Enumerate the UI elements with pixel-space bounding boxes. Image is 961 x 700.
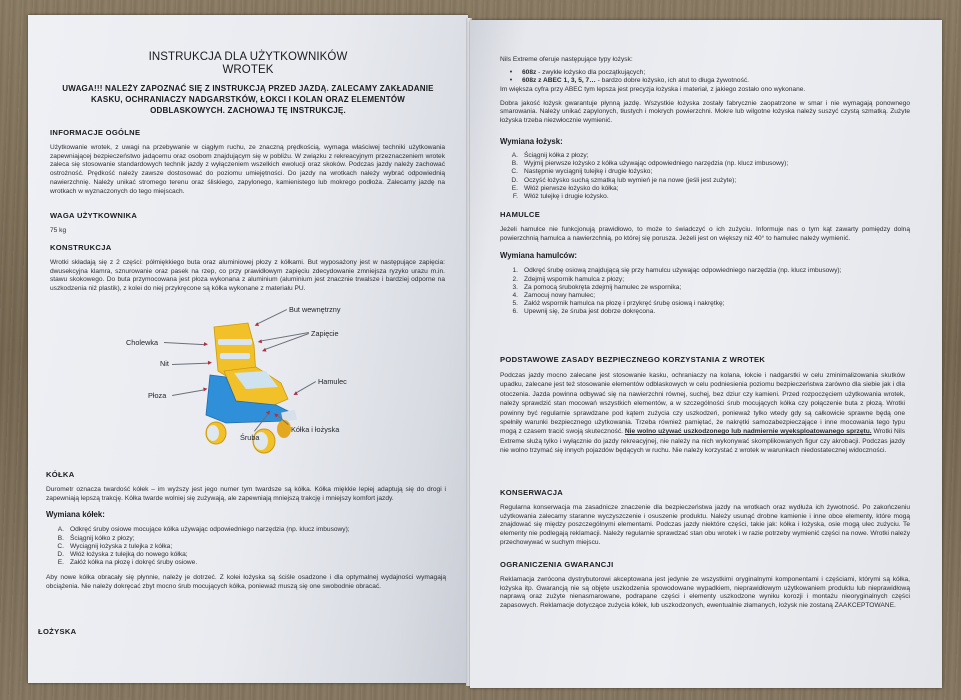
section-text: Użytkowanie wrotek, z uwagi na przebywanie w ciągłym ruchu, ze znaczną prędkością, wymaga właściwej techniki użytkowania zapewniającej bezpieczeństwo jadącemu oraz osobom znajdującym się w pobliżu. W związku z rekreacyjnym przeznaczeniem wrotek zaleca się stosowanie standardowych technik jazdy z wyłączeniem wszelkich ewolucji oraz skoków. Podczas jazdy należy zachować ostrożność. Prędkość należy zawsze dostosować do poziomu umiejętności. Do jazdy na wrotkach należy wybrać odpowiednią nawierzchnię. Należy unikać stromego terenu oraz śliskiego, zapylonego, kamienistego lub mokrego podłoża. Zalecamy jazdę na wrotkach w wyznaczonych do tego miejscach. — [50, 144, 445, 195]
bearings-text: Dobra jakość łożysk gwarantuje płynną jazdę. Wszystkie łożyska zostały fabrycznie zaopatrzone w smar i nie wymagają ponownego smarowania. Należy unikać zapylonych, tłustych i mokrych powierzchni. Mokre lub wilgotne łożyska należy suszyć czystą szmatką. Zużyte łożyska trzeba niezwłocznie wymienić. — [500, 99, 910, 124]
label-fastening: Zapięcie — [311, 329, 339, 338]
section-wheels — [46, 470, 446, 592]
list-item: • 608z - zwykłe łożysko dla początkujących; — [509, 68, 646, 76]
list-item: B. Wyjmij pierwsze łożysko z kółka używając odpowiedniego narzędzia (np. klucz imbusowy); — [511, 160, 789, 168]
list-item: 5. Załóż wspornik hamulca na płozę i przykręć śrubę osiową i nakrętkę; — [512, 300, 725, 308]
label-rivet: Nit — [160, 359, 169, 368]
section-bearings-heading — [38, 627, 238, 637]
list-item: D. Włóż łożyska z tulejką do nowego kółka; — [57, 551, 188, 559]
section-brakes — [500, 210, 910, 317]
section-text: Reklamacja zwrócona dystrybutorowi akceptowana jest jedynie ze wszystkimi oryginalnymi komponentami i częściami, którymi są kółka, łożyska itp. Gwarancją nie są objęte uszkodzenia spowodowane wypadkiem, nieprawidłowym użytkowaniem produktu lub nieprawidłową naprawą oraz zużyte nienasmarowane, podrapane części i elementy uszkodzone wyniku korozji i montażu nieoryginalnych części zapasowych. Reklamacje dotyczące zużycia kółek, lub uszkodzonych, ewentualnie złamanych, łożysk nie zostaną ZAAKCEPTOWANE. — [500, 576, 910, 610]
wheels-replace-steps — [54, 526, 446, 567]
section-text: Wrotki składają się z 2 części: półmiękkiego buta oraz aluminiowej płozy z kółkami. But wyposażony jest w następujące zapięcia: dwusekcyjna klamra, sznurowanie oraz pasek na rzep, co przy prawidłowym zapięciu zdecydowanie zmniejsza ryzyko urazu m.in. stawu skokowego. Do buta przymocowana jest płoza wykonana z aluminium (aluminium jest znacznie trwalsze i bardziej odporne na uszkodzenia niż plastik), z kolei do niej przykręcone są kółka wykonane z materiału PU. — [50, 259, 445, 293]
warning-line-1: UWAGA!!! NALEŻY ZAPOZNAĆ SIĘ Z INSTRUKCJĄ PRZED JAZDĄ. ZALECAMY ZAKŁADANIE — [62, 84, 434, 93]
list-item: 6. Upewnij się, że śruba jest dobrze dokręcona. — [512, 308, 656, 316]
section-bearings-replace — [500, 137, 910, 201]
list-item: 2. Zdejmij wspornik hamulca z płozy; — [512, 275, 625, 283]
section-text: Jeżeli hamulce nie funkcjonują prawidłowo, to może to świadczyć o ich zużyciu. Informuje nas o tym kąt zawarty pomiędzy dolną powierzchnią hamulca a nawierzchnią, po której się porusza. Jeżeli jest on większy niż 40° to hamulec należy wymienić. — [500, 226, 910, 242]
label-screw: Śruba — [240, 433, 260, 442]
section-heading: ŁOŻYSKA — [38, 627, 77, 636]
wheels-replace-heading: Wymiana kółek: — [46, 510, 105, 520]
brakes-replace-steps — [508, 267, 910, 316]
section-general — [50, 128, 445, 196]
list-item: F. Włóż tulejkę i drugie łożysko. — [512, 193, 609, 201]
document-title — [28, 51, 468, 77]
list-item: D. Oczyść łożysko suchą szmatką lub wymień je na nowe (jeśli jest zużyte); — [511, 176, 737, 184]
safety-warning-underlined: Nie wolno używać uszkodzonego lub nadmiernie wyeksploatowanego sprzętu. — [624, 428, 872, 436]
section-maintenance — [500, 488, 910, 548]
section-heading: WAGA UŻYTKOWNIKA — [50, 211, 138, 220]
list-item: C. Wyciągnij łożyska z tulejka z kółka; — [57, 542, 173, 550]
list-item: C. Następnie wyciągnij tulejkę i drugie łożysko; — [511, 168, 653, 176]
list-item: 1. Odkręć śrubę osiową znajdującą się przy hamulcu używając odpowiedniego narzędzia (np. klucz imbusowy); — [512, 267, 842, 275]
section-text: Durometr oznacza twardość kółek – im wyższy jest jego numer tym twardsze są kółka. Kółka miękkie lepiej adaptują się do drogi i zapewniają lepszą trakcję. Kółka twarde wolniej się zużywają, ale zapewniają mniejszą trakcję i mniejszy komfort jazdy. — [46, 486, 446, 502]
section-heading: OGRANICZENIA GWARANCJI — [500, 560, 614, 569]
list-item: A. Ściągnij kółka z płozy; — [511, 152, 589, 159]
bearings-replace-steps — [508, 152, 910, 201]
list-item: 4. Zamocuj nowy hamulec; — [512, 292, 596, 300]
section-heading: KONSERWACJA — [500, 488, 564, 497]
abec-note: Im większa cyfra przy ABEC tym lepsza jest precyzja łożyska i materiał, z jakiego zostało ono wykonane. — [500, 85, 806, 93]
bearings-replace-heading: Wymiana łożysk: — [500, 137, 563, 146]
section-weight — [50, 211, 445, 236]
title-line-2: WROTEK — [222, 64, 274, 76]
section-heading: HAMULCE — [500, 210, 541, 219]
list-item: • 608z z ABEC 1, 3, 5, 7… - bardzo dobre łożysko, ich atut to długa żywotność. — [509, 77, 749, 85]
section-text: Regularna konserwacja ma zasadnicze znaczenie dla bezpieczeństwa jazdy na wrotkach oraz wydłuża ich żywotność. Po zakończeniu użytkowania zalecamy staranne wyczyszczenie i osuszenie produktu. Należy usunąć drobne kamienie i inne obce elementy, które mogą znajdować się między poszczególnymi elementami. Podczas jazdy niektóre części, takie jak: kółka i łożyska, osie mogą ulec zużyciu. Te elementy nie podlegają reklamacji. Należy regularnie sprawdzać stan obu wrotek i w razie potrzeby wymienić części na nowe. Wrotki należy przechowywać w suchym miejscu. — [500, 504, 910, 546]
label-inner-boot: But wewnętrzny — [289, 305, 341, 314]
bearing-types-list — [500, 69, 910, 86]
section-safety — [500, 355, 905, 456]
warning-line-2: KASKU, OCHRANIACZY NADGARSTKÓW, ŁOKCI I KOLAN ORAZ ELEMENTÓW — [90, 95, 406, 104]
warning-line-3: ODBLASKOWYCH. ZACHOWAJ TĘ INSTRUKCJĘ. — [150, 106, 346, 115]
section-bearing-types — [500, 56, 910, 126]
section-warranty — [500, 560, 910, 611]
section-construction — [50, 243, 445, 294]
section-heading: PODSTAWOWE ZASADY BEZPIECZNEGO KORZYSTANIA Z WROTEK — [500, 355, 766, 364]
list-item: 3. Za pomocą śrubokręta zdejmij hamulec ze wspornika; — [512, 283, 682, 291]
section-heading: KÓŁKA — [46, 470, 75, 479]
list-item: E. Włóż pierwsze łożysko do kółka; — [511, 184, 619, 192]
bearings-intro: Nils Extreme oferuje następujące typy łożysk: — [500, 56, 633, 63]
list-item: B. Ściągnij kółko z płozy; — [57, 534, 135, 542]
left-page — [28, 15, 468, 683]
section-heading: KONSTRUKCJA — [50, 243, 112, 252]
right-page — [470, 20, 942, 688]
list-item: E. Załóż kółka na płozę i dokręć śruby osiowe. — [57, 559, 198, 567]
skate-diagram — [106, 305, 406, 480]
title-line-1: INSTRUKCJA DLA UŻYTKOWNIKÓW — [148, 51, 348, 63]
weight-value: 75 kg — [50, 227, 67, 234]
warning-notice — [38, 83, 458, 116]
label-upper: Cholewka — [126, 338, 159, 347]
section-heading: INFORMACJE OGÓLNE — [50, 128, 141, 137]
list-item: A. Odkręć śruby osiowe mocujące kółka używając odpowiedniego narzędzia (np. klucz imbusowy); — [57, 526, 350, 534]
label-brake: Hamulec — [318, 377, 347, 386]
label-plate: Płoza — [148, 391, 167, 400]
brakes-replace-heading: Wymiana hamulców: — [500, 251, 577, 261]
label-wheels-bearings: Kółka i łożyska — [291, 425, 340, 434]
wheels-note: Aby nowe kółka obracały się płynnie, należy je dotrzeć. Z kolei łożyska są ściśle osadzone i dla optymalnej wydajności wymagają obciążenia. Nie należy dokręcać zbyt mocno śrub mocujących kółka, ponieważ muszą się one swobodnie obracać. — [46, 574, 446, 591]
section-text: Podczas jazdy mocno zalecane jest stosowanie kasku, ochraniaczy na kolana, łokcie i nadgarstki w celu zminimalizowania skutków upadku, zalecane jest też stosowanie elementów odblaskowych w celu podniesienia poziomu bezpieczeństwa zarówno dla siebie jak i dla otoczenia. Jazda powinna odbywać się na nawierzchni równej, suchej, bez dziur czy kamieni. Przed rozpoczęciem użytkowania wrotek, należy sprawdzić stan mocowań wszystkich elementów, a w szczególności śrub mocujących kółka czy połączenie buta z płozą. Wrotki powinny być regularnie sprawdzane pod kątem zużycia czy uszkodzeń, ponieważ tylko wtedy gdy są całkowicie sprawne będą one spełniły warunki bezpiecznego użytkowania. Trzeba również pamiętać, że nakrętki samozabezpieczające i inne mocowania tego typu mogą z czasem tracić swoją skuteczność. Nie wolno używać uszkodzonego lub nadmiernie wyeksploatowanego sprzętu. Wrotki Nils Extreme służą tylko i wyłącznie do jazdy rekreacyjnej, nie należy na nich wykonywać skomplikowanych figur czy akrobacji. Podczas jazdy nie wolno trzymać się innych pojazdów będących w ruchu. Nie należy korzystać z wrotek w warunkach niedostatecznej widoczności. — [500, 372, 906, 455]
